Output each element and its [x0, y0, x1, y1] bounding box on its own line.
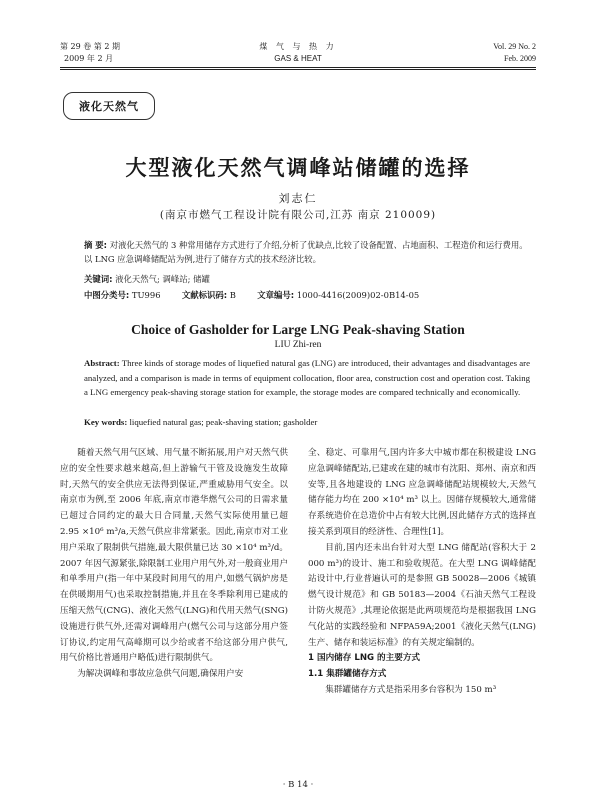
abstract-cn-text: 对液化天然气的 3 种常用储存方式进行了介绍,分析了优缺点,比较了设备配置、占地面积、工程造价和运行费用。以 LNG 应急调峰储配站为例,进行了储存方式的技术经济比较。 — [84, 240, 528, 264]
page-number: · B 14 · — [282, 780, 314, 790]
doc-code-value: B — [229, 290, 236, 300]
header-vol-en: Vol. 29 No. 2 — [493, 42, 536, 51]
doc-code-label: 文献标识码: — [181, 290, 228, 300]
clc-value: TU996 — [131, 290, 161, 300]
keywords-en-label: Key words: — [84, 417, 128, 427]
header-rule-2 — [60, 69, 536, 70]
body-paragraph: 集群罐储存方式是指采用多台容积为 150 m³ — [325, 684, 497, 695]
body-right-column — [308, 446, 536, 699]
header-date: 2009 年 2 月 — [64, 54, 114, 63]
body-paragraph: 随着天然气用气区域、用气量不断拓展,用户对天然气供应的安全性要求越来越高,但上游输气干管及设施发生故障时,天然气的安全供应无法得到保证,严重威胁用气安全。以南京市为例,至 2006 年底,南京市港华燃气公司的日需求量已超过合同约定的最大日合同量,天然气实际使用量已超 2.95 ×10⁶ m³/a,天然气供应非常紧张。因此,南京市对工业用户采取了限制供气措施,最大限供量已达 30 ×10⁴ m³/d。2007 年因气源紧张,除限制工业用户用气外,对一般商业用户和单季用户(指一年中某段时间用气的用户,如燃气锅炉房是在供暖期用气)也采取控制措施,并且在冬季除利用已建成的压缩天然气(CNG)、液化天然气(LNG)和代用天然气(SNG)设施进行供气外,还需对调峰用户(燃气公司与这部分用户签订协议,约定用气高峰期可以少给或者不给这部分用户供气,用气价格比普通用户略低)进行限制供气。 — [60, 448, 288, 664]
body-left-column — [60, 446, 288, 683]
header-date-en: Feb. 2009 — [504, 54, 536, 63]
section-heading: 1 国内储存 LNG 的主要方式 — [308, 653, 421, 664]
header-rule — [60, 67, 536, 68]
subsection-heading: 1.1 集群罐储存方式 — [308, 669, 387, 680]
abstract-cn — [84, 238, 530, 266]
abstract-en — [84, 356, 530, 400]
header-volume: 第 29 卷 第 2 期 — [60, 42, 120, 51]
keywords-cn-label: 关键词: — [84, 274, 113, 284]
body-paragraph: 全、稳定、可靠用气,国内许多大中城市都在积极建设 LNG 应急调峰储配站,已建或在建的城市有沈阳、郑州、南京和西安等,且各地建设的 LNG 应急调峰储配站规模较大,天然气储存能力均在 200 ×10⁴ m³ 以上。因储存规模较大,通常储存系统造价在总造价中占有较大比例,因此储存方式的选择直接关系到项目的经济性、合理性[1]。 — [308, 448, 536, 537]
header-journal-cn: 煤 气 与 热 力 — [259, 42, 337, 51]
abstract-cn-label: 摘 要: — [84, 240, 108, 250]
classification-line — [84, 288, 530, 302]
article-no-value: 1000-4416(2009)02-0B14-05 — [296, 290, 420, 300]
author-cn: 刘志仁 — [278, 192, 318, 205]
abstract-en-label: Abstract: — [84, 358, 120, 368]
abstract-en-text: Three kinds of storage modes of liquefied natural gas (LNG) are introduced, their advantages and disadvantages are analyzed, and a comparison is made in terms of equipment collocation, floor area, construction cost and operation cost. Taking a LNG emergency peak-shaving storage station for example, the storage modes are compared technically and economically. — [84, 358, 530, 397]
keywords-en-text: liquefied natural gas; peak-shaving station; gasholder — [129, 417, 318, 427]
keywords-en — [84, 415, 530, 430]
title-en: Choice of Gasholder for Large LNG Peak-shaving Station — [131, 322, 465, 337]
body-paragraph: 为解决调峰和事故应急供气问题,确保用户安 — [77, 669, 244, 680]
article-no-label: 文章编号: — [257, 290, 295, 300]
page-title: 大型液化天然气调峰站储罐的选择 — [125, 155, 471, 180]
keywords-cn — [84, 272, 530, 286]
affiliation-cn: (南京市燃气工程设计院有限公司,江苏 南京 210009) — [159, 209, 437, 221]
body-paragraph: 目前,国内还未出台针对大型 LNG 储配站(容积大于 2 000 m³)的设计、施工和验收规范。在大型 LNG 调峰储配站设计中,行业普遍认可的是参照 GB 50028—2006《城镇燃气设计规范》和 GB 50183—2004《石油天然气工程设计防火规范》,其理论依据是此两项规范均是根据我国 LNG 气化站的实践经验和 NFPA59A;2001《液化天然气(LNG)生产、储存和装运标准》的有关规定编制的。 — [308, 542, 536, 648]
header-journal-en: GAS & HEAT — [274, 54, 322, 63]
clc-label: 中图分类号: — [84, 290, 130, 300]
keywords-cn-text: 液化天然气; 调峰站; 储罐 — [115, 274, 210, 284]
column-tag: 液化天然气 — [63, 92, 155, 120]
author-en: LIU Zhi-ren — [274, 340, 322, 350]
